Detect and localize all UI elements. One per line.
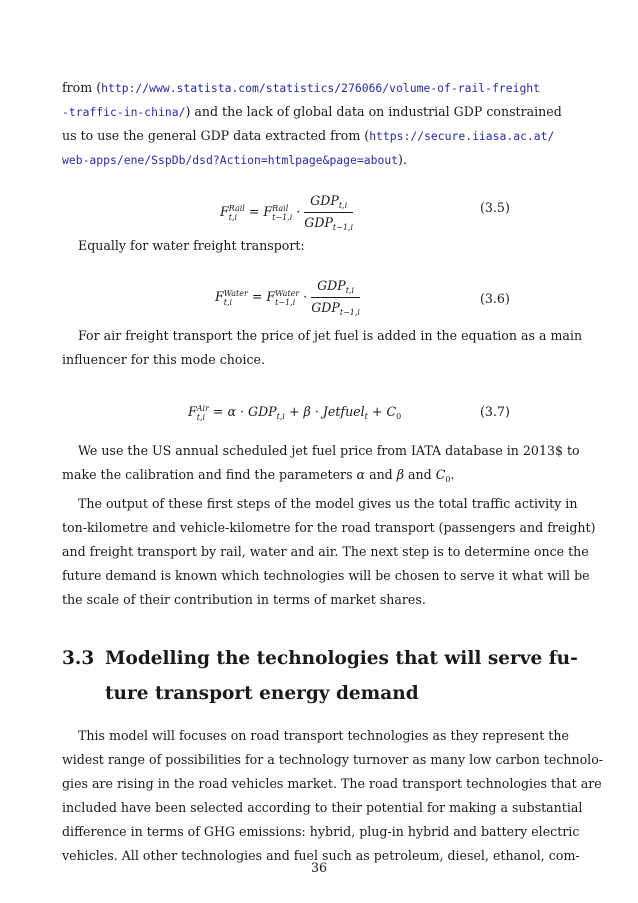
math-symbol: F bbox=[263, 204, 273, 219]
text-line: The output of these first steps of the model gives us the total traffic activity in bbox=[78, 496, 578, 511]
page-number: 36 bbox=[310, 860, 328, 875]
math-subscript: t bbox=[364, 412, 368, 421]
math-indices bbox=[275, 289, 299, 307]
text-line bbox=[62, 152, 518, 168]
text-line bbox=[62, 467, 518, 488]
math-operator: + bbox=[284, 404, 304, 419]
math-subscript: 0 bbox=[396, 412, 402, 421]
math-subscript: t,i bbox=[276, 412, 285, 421]
math-symbol: Jetfuel bbox=[322, 404, 365, 419]
math-subscript: t,i bbox=[345, 286, 355, 295]
math-subscript: t,i bbox=[338, 201, 348, 210]
math-symbol: F bbox=[220, 204, 229, 219]
math-subscript: t−1,i bbox=[272, 213, 293, 222]
math-symbol: C bbox=[435, 467, 446, 482]
math-operator: · bbox=[236, 404, 249, 419]
equation-3-7 bbox=[188, 404, 401, 422]
text-line: influencer for this mode choice. bbox=[62, 352, 266, 367]
math-operator: = bbox=[247, 289, 267, 304]
text-line: We use the US annual scheduled jet fuel price from IATA database in 2013$ to bbox=[78, 443, 580, 458]
text-line: For air freight transport the price of jet fuel is added in the equation as a main bbox=[78, 328, 583, 343]
math-symbol: GDP bbox=[310, 193, 339, 208]
text-fragment: from ( bbox=[62, 80, 102, 95]
text-line: ton-kilometre and vehicle-kilometre for the road transport (passengers and freight) bbox=[62, 520, 596, 535]
math-fraction bbox=[311, 278, 360, 317]
math-symbol: GDP bbox=[317, 278, 346, 293]
math-subscript: 0 bbox=[445, 475, 451, 484]
iiasa-link-continued[interactable]: web-apps/ene/SspDb/dsd?Action=htmlpage&page=about bbox=[62, 153, 399, 167]
text-line: widest range of possibilities for a technology turnover as many low carbon technolo- bbox=[62, 752, 604, 767]
math-subscript: t−1,i bbox=[332, 223, 354, 232]
math-symbol: GDP bbox=[304, 215, 333, 230]
text-line: This model will focuses on road transport technologies as they represent the bbox=[78, 728, 569, 743]
text-line: and freight transport by rail, water and air. The next step is to determine once the bbox=[62, 544, 589, 559]
iiasa-link[interactable]: https://secure.iiasa.ac.at/ bbox=[369, 129, 555, 143]
text-line: vehicles. All other technologies and fuel such as petroleum, diesel, ethanol, com- bbox=[62, 848, 580, 863]
text-line bbox=[62, 128, 555, 144]
math-operator: · bbox=[310, 404, 323, 419]
equation-3-6 bbox=[215, 278, 360, 317]
math-fraction bbox=[304, 193, 353, 232]
math-symbol: F bbox=[188, 404, 197, 419]
text-fragment: ) and the lack of global data on industrial GDP constrained bbox=[185, 104, 562, 119]
math-superscript: Water bbox=[223, 289, 248, 298]
equation-number: (3.5) bbox=[480, 200, 510, 215]
equation-number: (3.6) bbox=[480, 291, 510, 306]
math-operator: · bbox=[299, 289, 312, 304]
section-title-continued: ture transport energy demand bbox=[105, 683, 419, 704]
text-line: gies are rising in the road vehicles market. The road transport technologies that are bbox=[62, 776, 602, 791]
text-line: difference in terms of GHG emissions: hybrid, plug-in hybrid and battery electric bbox=[62, 824, 580, 839]
text-line: included have been selected according to their potential for making a substantial bbox=[62, 800, 583, 815]
math-superscript: Rail bbox=[272, 204, 289, 213]
math-superscript: Water bbox=[275, 289, 300, 298]
statista-link[interactable]: http://www.statista.com/statistics/276066/volume-of-rail-freight bbox=[101, 81, 541, 95]
text-fragment: us to use the general GDP data extracted from ( bbox=[62, 128, 370, 143]
text-fragment: and bbox=[404, 467, 436, 482]
math-symbol: GDP bbox=[311, 300, 340, 315]
math-subscript: t−1,i bbox=[275, 298, 296, 307]
section-number: 3.3 bbox=[62, 648, 95, 669]
math-superscript: Rail bbox=[228, 204, 245, 213]
fraction-denominator bbox=[311, 298, 360, 317]
text-fragment: ). bbox=[398, 152, 407, 167]
math-operator: = bbox=[244, 204, 264, 219]
math-symbol: α bbox=[227, 404, 236, 419]
math-subscript: t−1,i bbox=[339, 308, 360, 317]
text-line: the scale of their contribution in terms of market shares. bbox=[62, 592, 426, 607]
math-subscript: t,i bbox=[196, 413, 206, 422]
text-fragment: make the calibration and find the parameters bbox=[62, 467, 357, 482]
math-operator: + bbox=[367, 404, 387, 419]
math-indices bbox=[272, 204, 292, 222]
text-fragment: . bbox=[450, 467, 455, 482]
text-line: future demand is known which technologies will be chosen to serve it what will be bbox=[62, 568, 590, 583]
fraction-numerator bbox=[304, 193, 353, 213]
math-symbol: GDP bbox=[248, 404, 277, 419]
fraction-numerator bbox=[311, 278, 360, 298]
text-line: Equally for water freight transport: bbox=[78, 238, 305, 253]
math-subscript: t,i bbox=[223, 298, 233, 307]
math-operator: = bbox=[208, 404, 228, 419]
math-operator: · bbox=[292, 204, 305, 219]
math-symbol: F bbox=[266, 289, 276, 304]
math-indices bbox=[224, 289, 248, 307]
math-symbol: β bbox=[303, 404, 311, 419]
statista-link-continued[interactable]: -traffic-in-china/ bbox=[62, 105, 186, 119]
math-indices bbox=[229, 204, 245, 222]
math-subscript: t,i bbox=[228, 213, 238, 222]
section-title: Modelling the technologies that will serve fu- bbox=[105, 648, 578, 669]
math-indices bbox=[197, 404, 209, 422]
fraction-denominator bbox=[304, 213, 353, 232]
text-fragment: and bbox=[365, 467, 397, 482]
math-symbol: C bbox=[386, 404, 397, 419]
math-symbol: F bbox=[215, 289, 224, 304]
math-symbol: α bbox=[356, 467, 366, 482]
math-superscript: Air bbox=[196, 404, 209, 413]
math-symbol: β bbox=[396, 467, 405, 482]
text-line bbox=[62, 104, 562, 120]
equation-3-5 bbox=[220, 193, 353, 232]
text-line bbox=[62, 80, 541, 96]
equation-number: (3.7) bbox=[480, 404, 510, 419]
